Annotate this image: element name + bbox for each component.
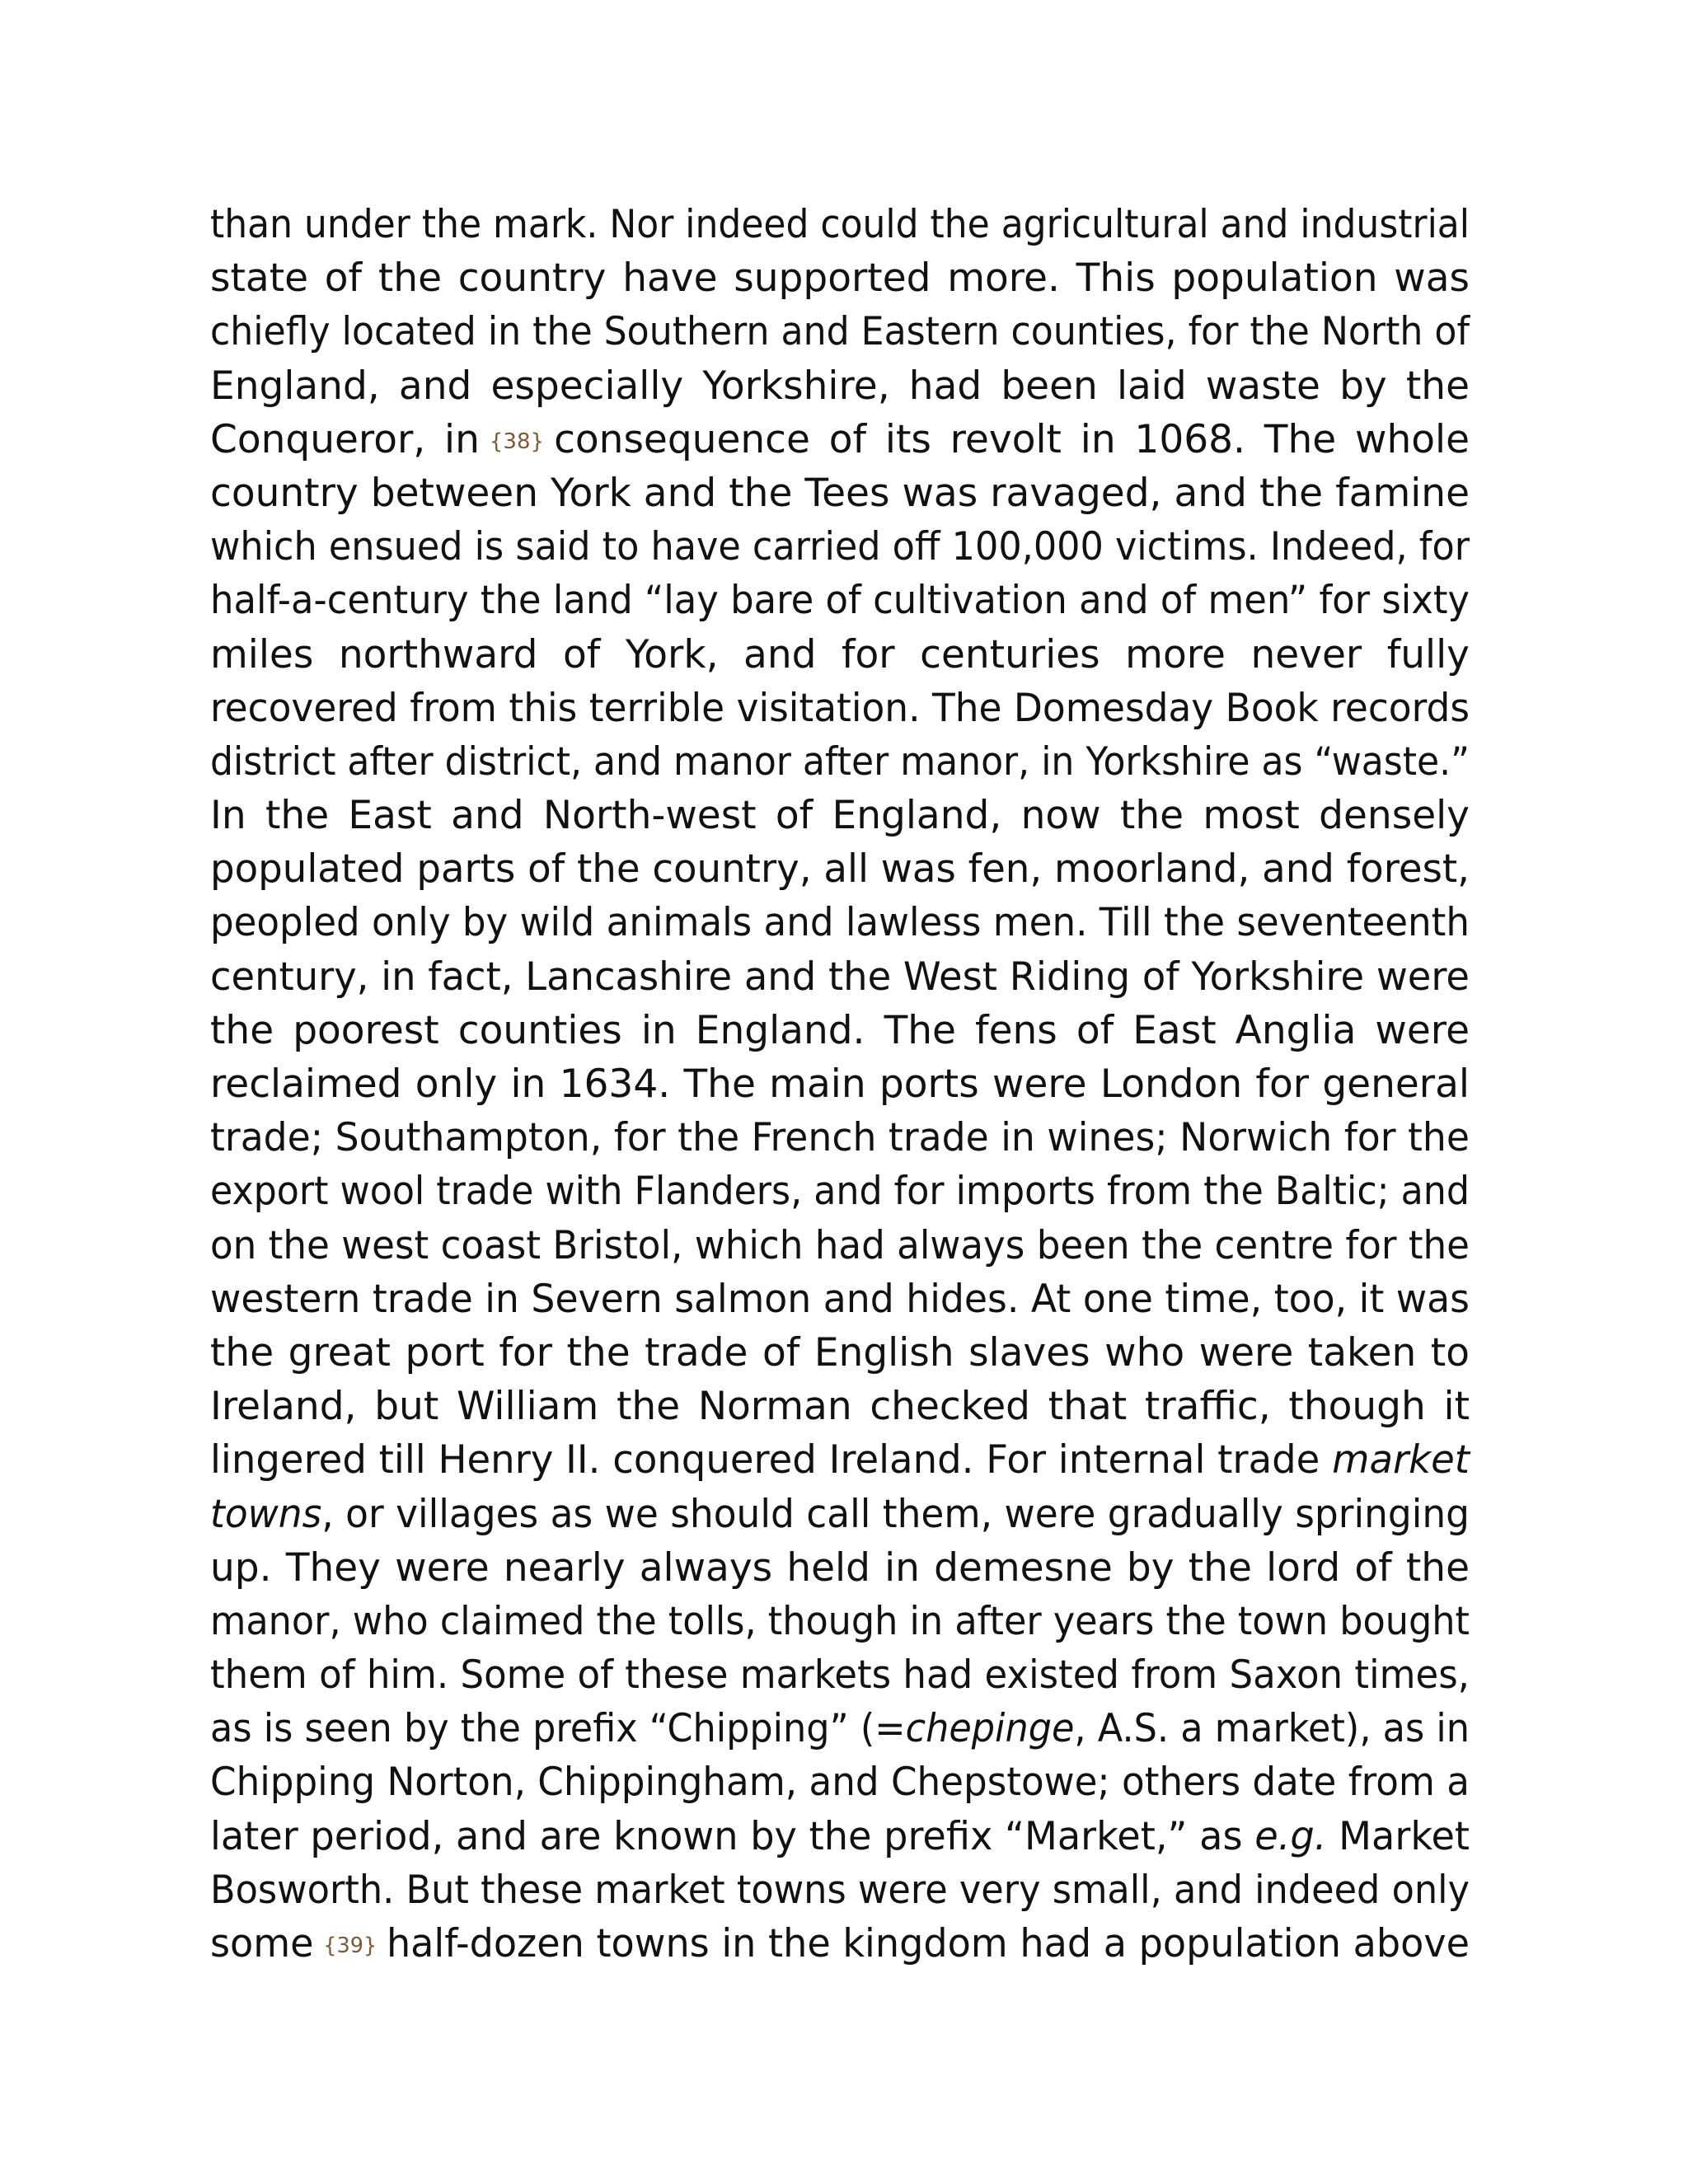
text-segment: , or villages as we should call them, were gradually springing	[321, 1491, 1470, 1537]
text-line: manor, who claimed the tolls, though in after years the town bought	[210, 1598, 1470, 1644]
text-line: on the west coast Bristol, which had always been the centre for the	[210, 1222, 1470, 1268]
text-line: Bosworth. But these market towns were very small, and indeed only	[210, 1867, 1470, 1913]
text-line: England, and especially Yorkshire, had been laid waste by the	[210, 363, 1470, 409]
text-line: western trade in Severn salmon and hides. At one time, too, it was	[210, 1276, 1470, 1322]
text-line: state of the country have supported more. This population was	[210, 255, 1470, 302]
text-segment: some	[210, 1921, 314, 1966]
text-line: Chipping Norton, Chippingham, and Chepstowe; others date from a	[210, 1760, 1470, 1806]
text-line: miles northward of York, and for centuries more never fully	[210, 631, 1470, 677]
text-line: them of him. Some of these markets had existed from Saxon times,	[210, 1652, 1470, 1699]
italic-term: market	[1332, 1437, 1470, 1483]
italic-term: chepinge	[905, 1706, 1075, 1752]
text-line: chiefly located in the Southern and Eastern counties, for the North of	[210, 309, 1470, 355]
text-segment: , A.S. a market), as in	[1074, 1706, 1470, 1752]
text-line: the great port for the trade of English slaves who were taken to	[210, 1329, 1470, 1376]
document-page	[210, 198, 1470, 1971]
text-segment: as is seen by the prefix “Chipping” (=	[210, 1706, 906, 1752]
text-line: export wool trade with Flanders, and for imports from the Baltic; and	[210, 1169, 1470, 1215]
text-segment: later period, and are known by the prefix “Market,” as	[210, 1813, 1243, 1859]
italic-term: e.g.	[1254, 1813, 1327, 1859]
text-line: populated parts of the country, all was fen, moorland, and forest,	[210, 846, 1470, 893]
page-number-marker: {39}	[323, 1933, 377, 1958]
text-line	[210, 1488, 1470, 1541]
text-line	[210, 1702, 1470, 1755]
text-segment: consequence of its revolt in 1068. The whole	[554, 416, 1470, 462]
text-line: district after district, and manor after manor, in Yorkshire as “waste.”	[210, 738, 1470, 785]
text-line: which ensued is said to have carried off 100,000 victims. Indeed, for	[210, 524, 1470, 570]
page-number-marker: {38}	[489, 429, 545, 454]
text-line: recovered from this terrible visitation. The Domesday Book records	[210, 685, 1470, 731]
text-line: half-a-century the land “lay bare of cultivation and of men” for sixty	[210, 578, 1470, 624]
text-line: country between York and the Tees was ravaged, and the famine	[210, 470, 1470, 516]
text-line: trade; Southampton, for the French trade in wines; Norwich for the	[210, 1115, 1470, 1161]
text-segment: half-dozen towns in the kingdom had a population above	[386, 1921, 1470, 1966]
text-line	[210, 1810, 1470, 1863]
text-line	[210, 413, 1470, 466]
italic-term: towns	[210, 1491, 322, 1537]
text-segment: Conqueror, in	[210, 416, 480, 462]
text-line: the poorest counties in England. The fens of East Anglia were	[210, 1007, 1470, 1053]
text-line: than under the mark. Nor indeed could the agricultural and industrial	[210, 202, 1470, 247]
text-line: century, in fact, Lancashire and the West Riding of Yorkshire were	[210, 954, 1470, 1000]
text-line	[210, 1917, 1470, 1971]
text-segment: lingered till Henry II. conquered Ireland. For internal trade	[210, 1437, 1320, 1483]
text-segment: Market	[1339, 1813, 1470, 1859]
text-line: reclaimed only in 1634. The main ports were London for general	[210, 1062, 1470, 1107]
text-line: In the East and North-west of England, now the most densely	[210, 793, 1470, 839]
text-line: Ireland, but William the Norman checked that traffic, though it	[210, 1384, 1470, 1430]
text-line: peopled only by wild animals and lawless men. Till the seventeenth	[210, 900, 1470, 946]
text-line	[210, 1433, 1470, 1487]
text-line: up. They were nearly always held in demesne by the lord of the	[210, 1544, 1470, 1591]
